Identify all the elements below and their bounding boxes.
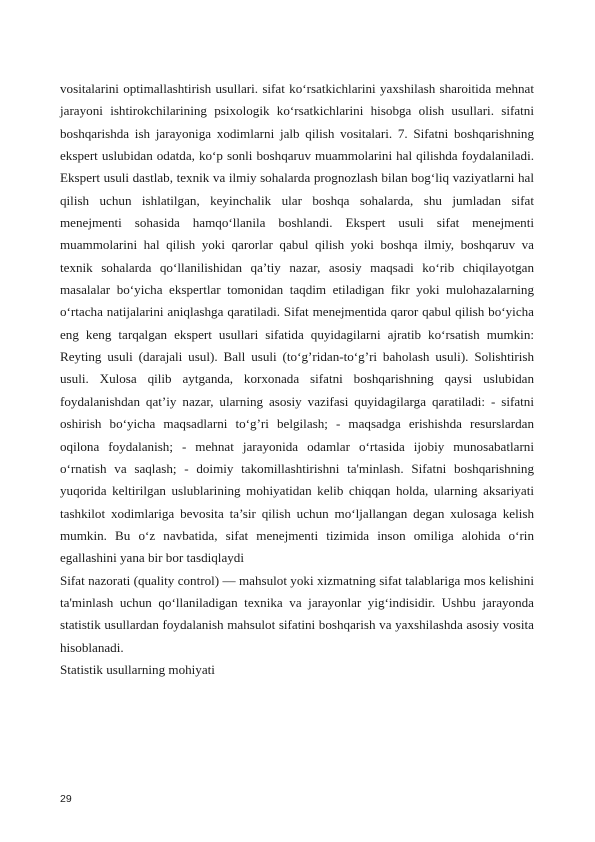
page-number: 29 xyxy=(60,793,72,805)
paragraph-sifat-nazorati: Sifat nazorati (quality control) — mahsulot yoki xizmatning sifat talablariga mos kelishini ta'minlash uchun qo‘llaniladigan texnika va jarayonlar yig‘indisidir. Ushbu jarayonda statistik usullardan foydalanish mahsulot sifatini boshqarish va yaxshilashda asosiy vosita hisoblanadi. xyxy=(60,572,534,655)
body-text xyxy=(60,78,534,681)
paragraph-sifat-boshqarish-uslublari: vositalarini optimallashtirish usullari. sifat ko‘rsatkichlarini yaxshilash sharoitida mehnat jarayoni ishtirokchilarining psixologik ko‘rsatkichlarini hisobga olish usullari. sifatni boshqarishda ish jarayoniga xodimlarni jalb qilish vositalari. 7. Sifatni boshqarishning ekspert uslubidan odatda, ko‘p sonli boshqaruv muammolarini hal qilishda foydalaniladi. Ekspert usuli dastlab, texnik va ilmiy sohalarda prognozlash bilan bog‘liq vaziyatlarni hal qilish uchun ishlatilgan, keyinchalik ular boshqa sohalarda, shu jumladan sifat menejmenti sohasida hamqo‘llanila boshlandi. Ekspert usuli sifat menejmenti muammolarini hal qilish yoki qarorlar qabul qilish yoki boshqa ilmiy, boshqaruv va texnik sohalarda qo‘llanilishidan qa’tiy nazar, asosiy maqsadi ko‘rib chiqilayotgan masalalar bo‘yicha ekspertlar tomonidan taqdim etiladigan fikr yoki mulohazalarning o‘rtacha natijalarini aniqlashga qaratiladi. Sifat menejmentida qaror qabul qilish bo‘yicha eng keng tarqalgan ekspert usullari sifatida quyidagilarni ajratib ko‘rsatish mumkin: Reyting usuli (darajali usul). Ball usuli (to‘g’ridan-to‘g’ri baholash usuli). Solishtirish usuli. Xulosa qilib aytganda, korxonada sifatni boshqarishning qaysi uslubidan foydalanishdan qat’iy nazar, ularning asosiy vazifasi quyidagilarga qaratiladi: - sifatni oshirish bo‘yicha maqsadlarni to‘g’ri belgilash; - maqsadga erishishda resurslardan oqilona foydalanish; - mehnat jarayonida odamlar o‘rtasida ijobiy munosabatlarni o‘rnatish va saqlash; - doimiy takomillashtirishni ta'minlash. Sifatni boshqarishning yuqorida keltirilgan uslublarining mohiyatidan kelib chiqqan holda, ularning aksariyati tashkilot xodimlariga bevosita ta’sir qilish uchun mo‘ljallangan degan xulosaga kelish mumkin. Bu o‘z navbatida, sifat menejmenti tizimida inson omiliga alohida o‘rin egallashini yana bir bor tasdiqlaydi xyxy=(60,81,534,566)
section-heading: Statistik usullarning mohiyati xyxy=(60,661,215,677)
